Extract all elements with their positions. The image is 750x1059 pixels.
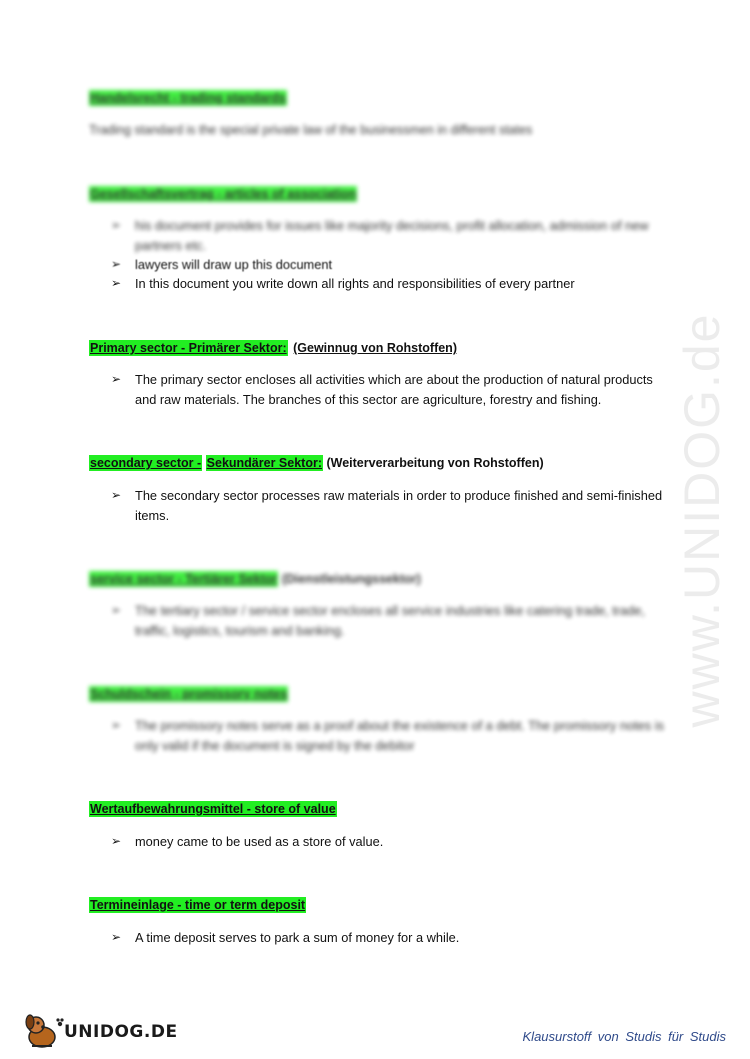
heading-highlight: service sector - Tertiärer Sektor xyxy=(90,572,278,586)
logo-text: UNIDOG.DE xyxy=(64,1022,178,1042)
heading-subtitle: (Dienstleistungssektor) xyxy=(281,572,421,586)
list-item xyxy=(111,370,671,409)
heading-subtitle: Weiterverarbeitung von Rohstoffen) xyxy=(330,456,544,470)
bullet-arrow-icon: ➢ xyxy=(111,276,122,290)
list-item xyxy=(111,601,671,640)
list-item xyxy=(111,716,671,755)
bullet-arrow-icon: ➢ xyxy=(111,257,122,271)
list-item-text: lawyers will draw up this document xyxy=(135,257,333,272)
heading-highlight: Gesellschaftsvertrag - articles of association xyxy=(90,187,357,201)
bullet-arrow-icon: ➢ xyxy=(111,372,122,386)
heading-highlight: Primary sector - Primärer Sektor: xyxy=(90,341,287,355)
bullet-arrow-icon: ➢ xyxy=(111,603,122,617)
section-heading-secondary-sector xyxy=(89,456,544,470)
bullet-arrow-icon: ➢ xyxy=(111,834,122,848)
section-heading-trading-standards xyxy=(89,91,287,105)
heading-highlight: secondary sector - xyxy=(90,456,202,470)
list-item xyxy=(111,255,671,275)
section-heading-articles-of-association xyxy=(89,187,357,201)
list-item-text: The tertiary sector / service sector encloses all service industries like catering trade, trade, traffic, logistics, tourism and banking. xyxy=(135,603,645,638)
footer-tagline: Klausurstoff von Studis für Studis xyxy=(522,1029,726,1044)
list-item xyxy=(111,216,671,255)
heading-highlight: Sekundärer Sektor: xyxy=(206,456,322,470)
bullet-arrow-icon: ➢ xyxy=(111,718,122,732)
list-item-text: A time deposit serves to park a sum of money for a while. xyxy=(135,930,460,945)
list-item-text: In this document you write down all rights and responsibilities of every partner xyxy=(135,276,575,291)
section-heading-store-of-value xyxy=(89,802,337,816)
list-item xyxy=(111,486,671,525)
heading-highlight: Wertaufbewahrungsmittel - store of value xyxy=(90,802,336,816)
list-item xyxy=(111,274,671,294)
bullet-arrow-icon: ➢ xyxy=(111,218,122,232)
list-item-text: money came to be used as a store of value. xyxy=(135,834,384,849)
bullet-arrow-icon: ➢ xyxy=(111,930,122,944)
heading-highlight: Termineinlage - time or term deposit xyxy=(90,898,306,912)
heading-highlight: Schuldschein - promissory notes xyxy=(90,687,288,701)
watermark: www.UNIDOG.de xyxy=(674,312,730,728)
list-item xyxy=(111,832,671,852)
list-item xyxy=(111,928,671,948)
list-item-text: his document provides for issues like majority decisions, profit allocation, admission of new partners etc. xyxy=(135,218,649,253)
heading-highlight: Handelsrecht - trading standards xyxy=(90,91,286,105)
list-item-text: The primary sector encloses all activities which are about the production of natural products and raw materials. The branches of this sector are agriculture, forestry and fishing. xyxy=(135,372,653,407)
bullet-arrow-icon: ➢ xyxy=(111,488,122,502)
section-heading-primary-sector xyxy=(89,341,457,355)
heading-subtitle-paren: ( xyxy=(326,456,331,470)
heading-subtitle: (Gewinnug von Rohstoffen) xyxy=(293,341,457,355)
list-item-text: The promissory notes serve as a proof about the existence of a debt. The promissory notes is only valid if the document is signed by the debitor xyxy=(135,718,664,753)
unidog-logo xyxy=(22,1012,178,1050)
section-heading-service-sector xyxy=(89,572,421,586)
list-item-text: The secondary sector processes raw materials in order to produce finished and semi-finished items. xyxy=(135,488,663,523)
section-heading-term-deposit xyxy=(89,898,306,912)
paragraph-trading-standards: Trading standard is the special private law of the businessmen in different states xyxy=(89,123,533,137)
dog-mascot-icon xyxy=(22,1012,66,1050)
section-heading-promissory-notes xyxy=(89,687,288,701)
